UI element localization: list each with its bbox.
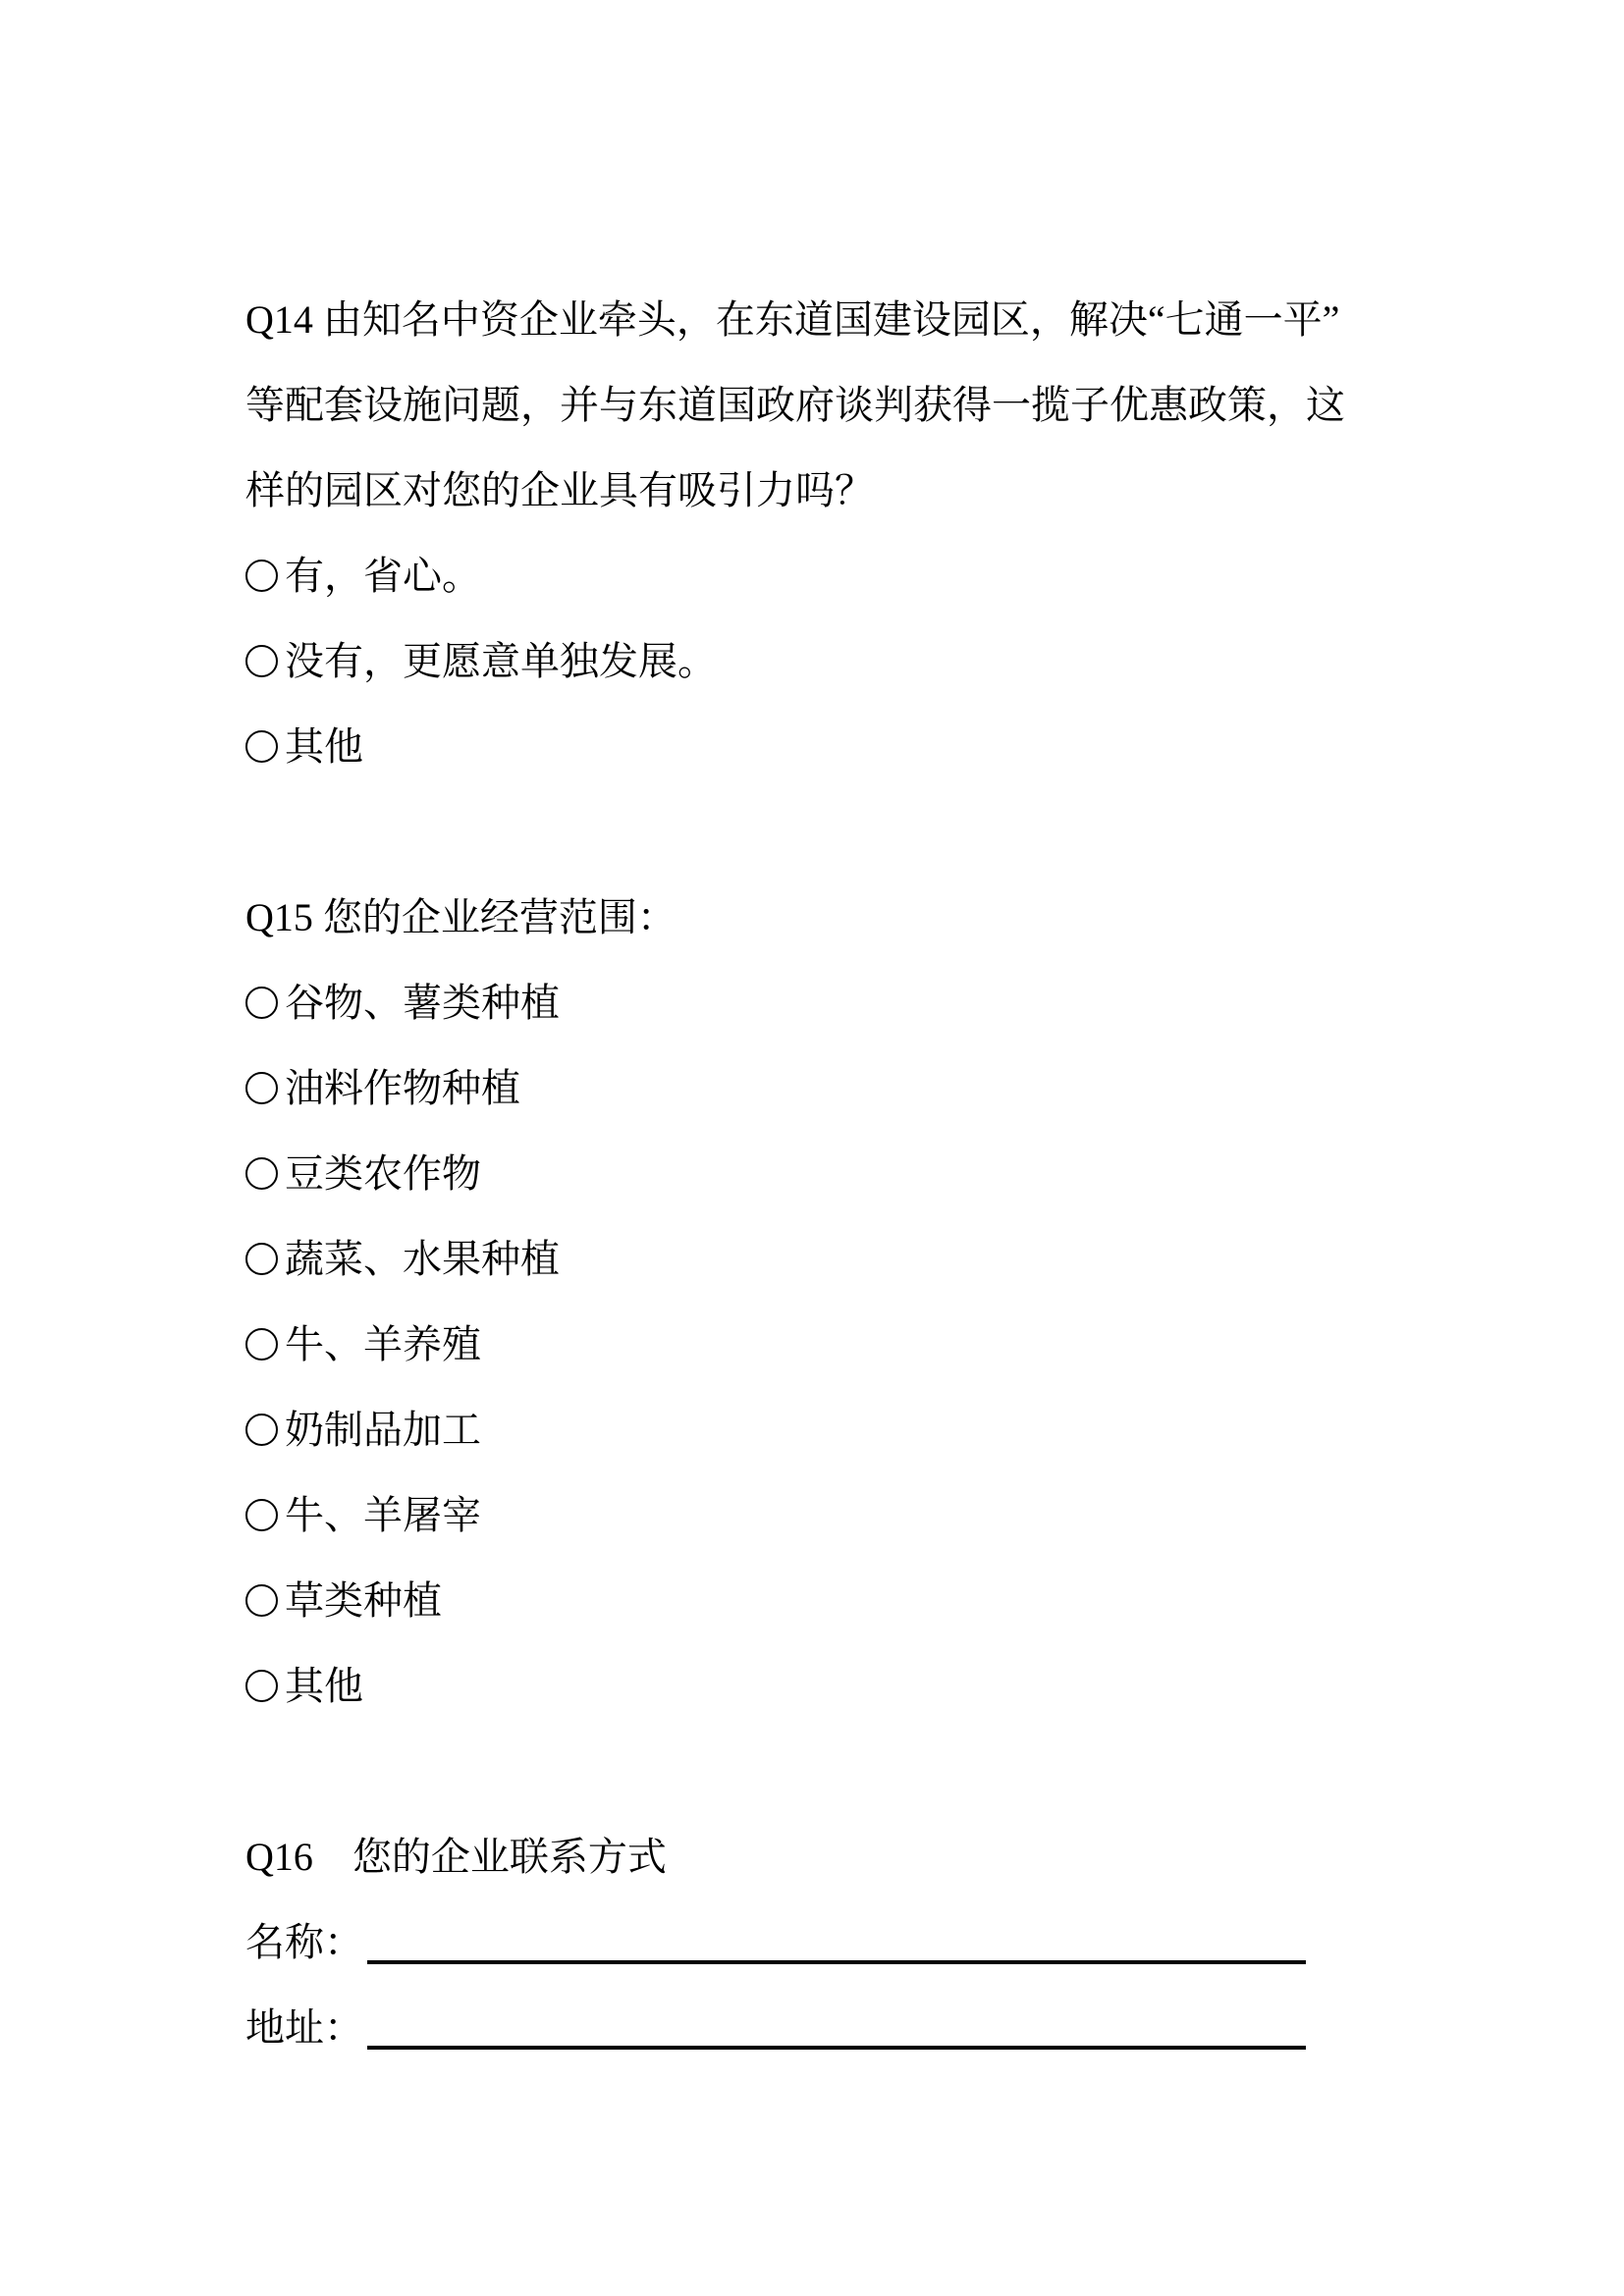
blank-line	[245, 789, 1388, 875]
q14-question-line-1: Q14 由知名中资企业牵头，在东道国建设园区，解决“七通一平”	[245, 297, 1340, 342]
radio-icon[interactable]	[245, 1584, 278, 1617]
radio-icon[interactable]	[245, 1072, 278, 1104]
q14-question-line-3: 样的园区对您的企业具有吸引力吗？	[245, 468, 874, 512]
q15-option-8-label: 草类种植	[285, 1578, 442, 1623]
q14-option-3-label: 其他	[285, 724, 363, 769]
q15-option-3-label: 豆类农作物	[285, 1151, 481, 1196]
radio-icon[interactable]	[245, 1328, 278, 1361]
radio-icon[interactable]	[245, 1414, 278, 1446]
q14-option-1[interactable]	[245, 533, 1388, 618]
q14-option-1-label: 有，省心。	[285, 554, 481, 598]
q15-option-5-label: 牛、羊养殖	[285, 1322, 481, 1366]
q15-option-2[interactable]	[245, 1045, 1388, 1131]
name-input-line[interactable]	[367, 1925, 1306, 1964]
name-label: 名称：	[245, 1920, 363, 1964]
blank-line	[245, 1729, 1388, 1814]
q15-option-7[interactable]	[245, 1472, 1388, 1558]
q15-option-4[interactable]	[245, 1216, 1388, 1302]
radio-icon[interactable]	[245, 1670, 278, 1702]
q15-option-6-label: 奶制品加工	[285, 1408, 481, 1452]
q14-option-2-label: 没有，更愿意单独发展。	[285, 639, 717, 683]
q15-option-4-label: 蔬菜、水果种植	[285, 1237, 560, 1281]
radio-icon[interactable]	[245, 987, 278, 1019]
radio-icon[interactable]	[245, 1499, 278, 1531]
q15-option-3[interactable]	[245, 1131, 1388, 1216]
q15-option-9-label: 其他	[285, 1664, 363, 1708]
q14-question-line-2: 等配套设施问题，并与东道国政府谈判获得一揽子优惠政策，这	[245, 383, 1345, 427]
q14-option-2[interactable]	[245, 618, 1388, 704]
radio-icon[interactable]	[245, 560, 278, 592]
q14-option-3[interactable]	[245, 704, 1388, 789]
page-content	[245, 277, 1388, 2070]
radio-icon[interactable]	[245, 645, 278, 677]
q16-title: Q16 您的企业联系方式	[245, 1835, 667, 1879]
q15-option-2-label: 油料作物种植	[285, 1066, 520, 1110]
radio-icon[interactable]	[245, 730, 278, 763]
q15-option-5[interactable]	[245, 1302, 1388, 1387]
q15-option-8[interactable]	[245, 1558, 1388, 1643]
radio-icon[interactable]	[245, 1157, 278, 1190]
q16-name-row	[245, 1899, 1388, 1985]
q15-option-1[interactable]	[245, 960, 1388, 1045]
q15-option-7-label: 牛、羊屠宰	[285, 1493, 481, 1537]
q16-address-row	[245, 1985, 1388, 2070]
q15-option-9[interactable]	[245, 1643, 1388, 1729]
q15-option-1-label: 谷物、薯类种植	[285, 981, 560, 1025]
radio-icon[interactable]	[245, 1243, 278, 1275]
q15-title: Q15 您的企业经营范围：	[245, 895, 677, 939]
q15-option-6[interactable]	[245, 1387, 1388, 1472]
address-label: 地址：	[245, 2005, 363, 2050]
address-input-line[interactable]	[367, 2010, 1306, 2050]
